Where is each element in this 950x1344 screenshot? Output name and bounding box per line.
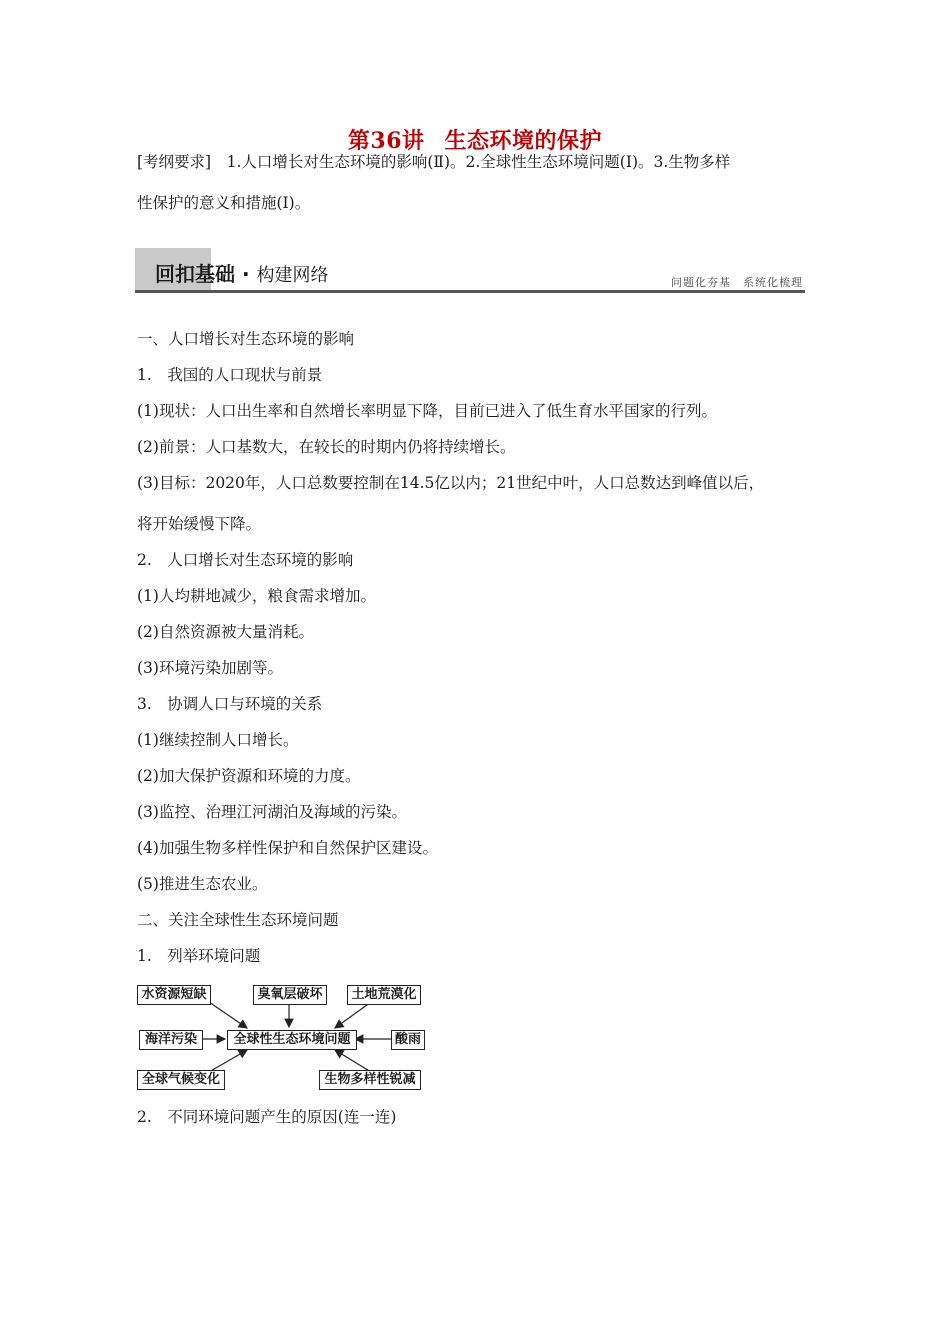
text-line: (1)现状：人口出生率和自然增长率明显下降，目前已进入了低生育水平国家的行列。 (137, 402, 717, 420)
section-heading: 二、关注全球性生态环境问题 (137, 911, 339, 929)
banner-dot: · (241, 262, 250, 286)
banner-sub: 构建网络 (256, 265, 329, 286)
box-water-shortage: 水资源短缺 (137, 985, 211, 1005)
title-topic: 生态环境的保护 (444, 128, 603, 154)
text-line: (1)人均耕地减少，粮食需求增加。 (137, 587, 376, 605)
text-line: (3)环境污染加剧等。 (137, 659, 283, 677)
title-lecture: 第36讲 (347, 128, 425, 154)
banner-tagline: 问题化夯基 系统化梳理 (671, 276, 803, 289)
banner-rule (135, 290, 805, 293)
text-line: (2)加大保护资源和环境的力度。 (137, 767, 361, 785)
text-line: (3)监控、治理江河湖泊及海域的污染。 (137, 803, 407, 821)
subheading: 2. 人口增长对生态环境的影响 (137, 551, 354, 569)
subheading: 3. 协调人口与环境的关系 (137, 695, 323, 713)
subheading: 2. 不同环境问题产生的原因(连一连) (137, 1108, 397, 1126)
environment-problems-diagram (135, 980, 427, 1094)
box-ozone-depletion: 臭氧层破坏 (253, 985, 327, 1005)
text-line: (1)继续控制人口增长。 (137, 731, 299, 749)
subheading: 1. 我国的人口现状与前景 (137, 366, 323, 384)
section-heading: 一、人口增长对生态环境的影响 (137, 330, 355, 348)
text-line: (2)自然资源被大量消耗。 (137, 623, 314, 641)
page-title (0, 124, 950, 155)
text-line: (5)推进生态农业。 (137, 875, 268, 893)
text-line: (4)加强生物多样性保护和自然保护区建设。 (137, 839, 438, 857)
subheading: 1. 列举环境问题 (137, 947, 261, 965)
text-line: 将开始缓慢下降。 (137, 515, 262, 533)
text-line: (2)前景：人口基数大，在较长的时期内仍将持续增长。 (137, 438, 516, 456)
banner-heading (155, 258, 329, 287)
box-desertification: 土地荒漠化 (347, 985, 421, 1005)
text-line: (3)目标：2020年，人口总数要控制在14.5亿以内；21世纪中叶，人口总数达到峰值以后， (137, 474, 765, 492)
banner-main: 回扣基础 (155, 262, 235, 286)
box-global-problems: 全球性生态环境问题 (227, 1030, 357, 1050)
section-banner (135, 248, 805, 294)
requirements-line-1: [考纲要求] 1.人口增长对生态环境的影响(Ⅱ)。2.全球性生态环境问题(Ⅰ)。3.生物多样 (137, 153, 731, 171)
requirements-line-2: 性保护的意义和措施(Ⅰ)。 (137, 194, 311, 212)
box-biodiversity-loss: 生物多样性锐减 (319, 1070, 421, 1090)
box-ocean-pollution: 海洋污染 (139, 1030, 203, 1050)
box-acid-rain: 酸雨 (391, 1030, 425, 1050)
box-climate-change: 全球气候变化 (137, 1070, 225, 1090)
